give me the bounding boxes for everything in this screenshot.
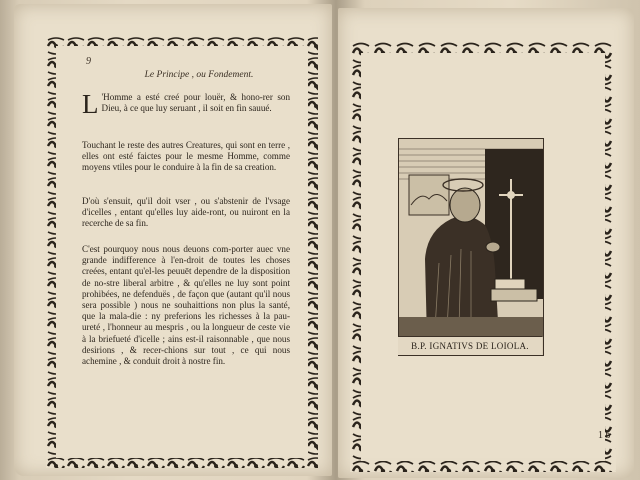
plate-caption: B.P. IGNATIVS DE LOIOLA. (398, 336, 542, 355)
saint-portrait-engraving (399, 139, 543, 337)
paragraph-3 (82, 196, 290, 230)
paragraph-2-text: Touchant le reste des autres Creatures, qui sont en terre , elles ont esté faictes pour le mesme Homme, comme moyens vtiles pour le conduire à la fin de sa creation. (82, 140, 290, 173)
paragraph-1 (82, 89, 290, 119)
paragraph-2 (82, 140, 290, 174)
paragraph-1-text: 'Homme a esté creé pour louër, & hono-rer son Dieu, à ce que luy seruant , il soit en fin sauué. (101, 92, 290, 114)
signature-mark: 1 b (598, 430, 611, 441)
paragraph-4-text: C'est pourquoy nous nous deuons com-porter auec vne grande indifference à l'en-droit de toutes les choses creées, entant qu'el-les peuuēt dependre de la disposition de no-stre liberal arbitre , & qu'elles ne luy sont point prohibées, ne defenduës , de façon que (autant qu'il nous sera possible ) nous ne souhaittions non plus la santé, que la mala-die : ny preferions les richesses à la pau-ureté , l'honneur au mespris , ou la longueur de ceste vie à la briefueté d'icelle ; ains est-il raisonnable , que nous desirions , & recer-chions sur tout , ce qui nous achemine , & conduit droit à nostre fin. (82, 244, 290, 367)
engraving-plate (398, 138, 544, 356)
drop-cap: L (82, 89, 99, 119)
paragraph-3-text: D'où s'ensuit, qu'il doit vser , ou s'abstenir de l'vsage d'icelles , entant qu'elles luy aide-ront, ou nuiront en la recerche de sa fin. (82, 196, 290, 229)
paragraph-4 (82, 244, 290, 367)
page-number: 9 (86, 56, 91, 67)
running-head: Le Principe , ou Fondement. (144, 70, 254, 80)
